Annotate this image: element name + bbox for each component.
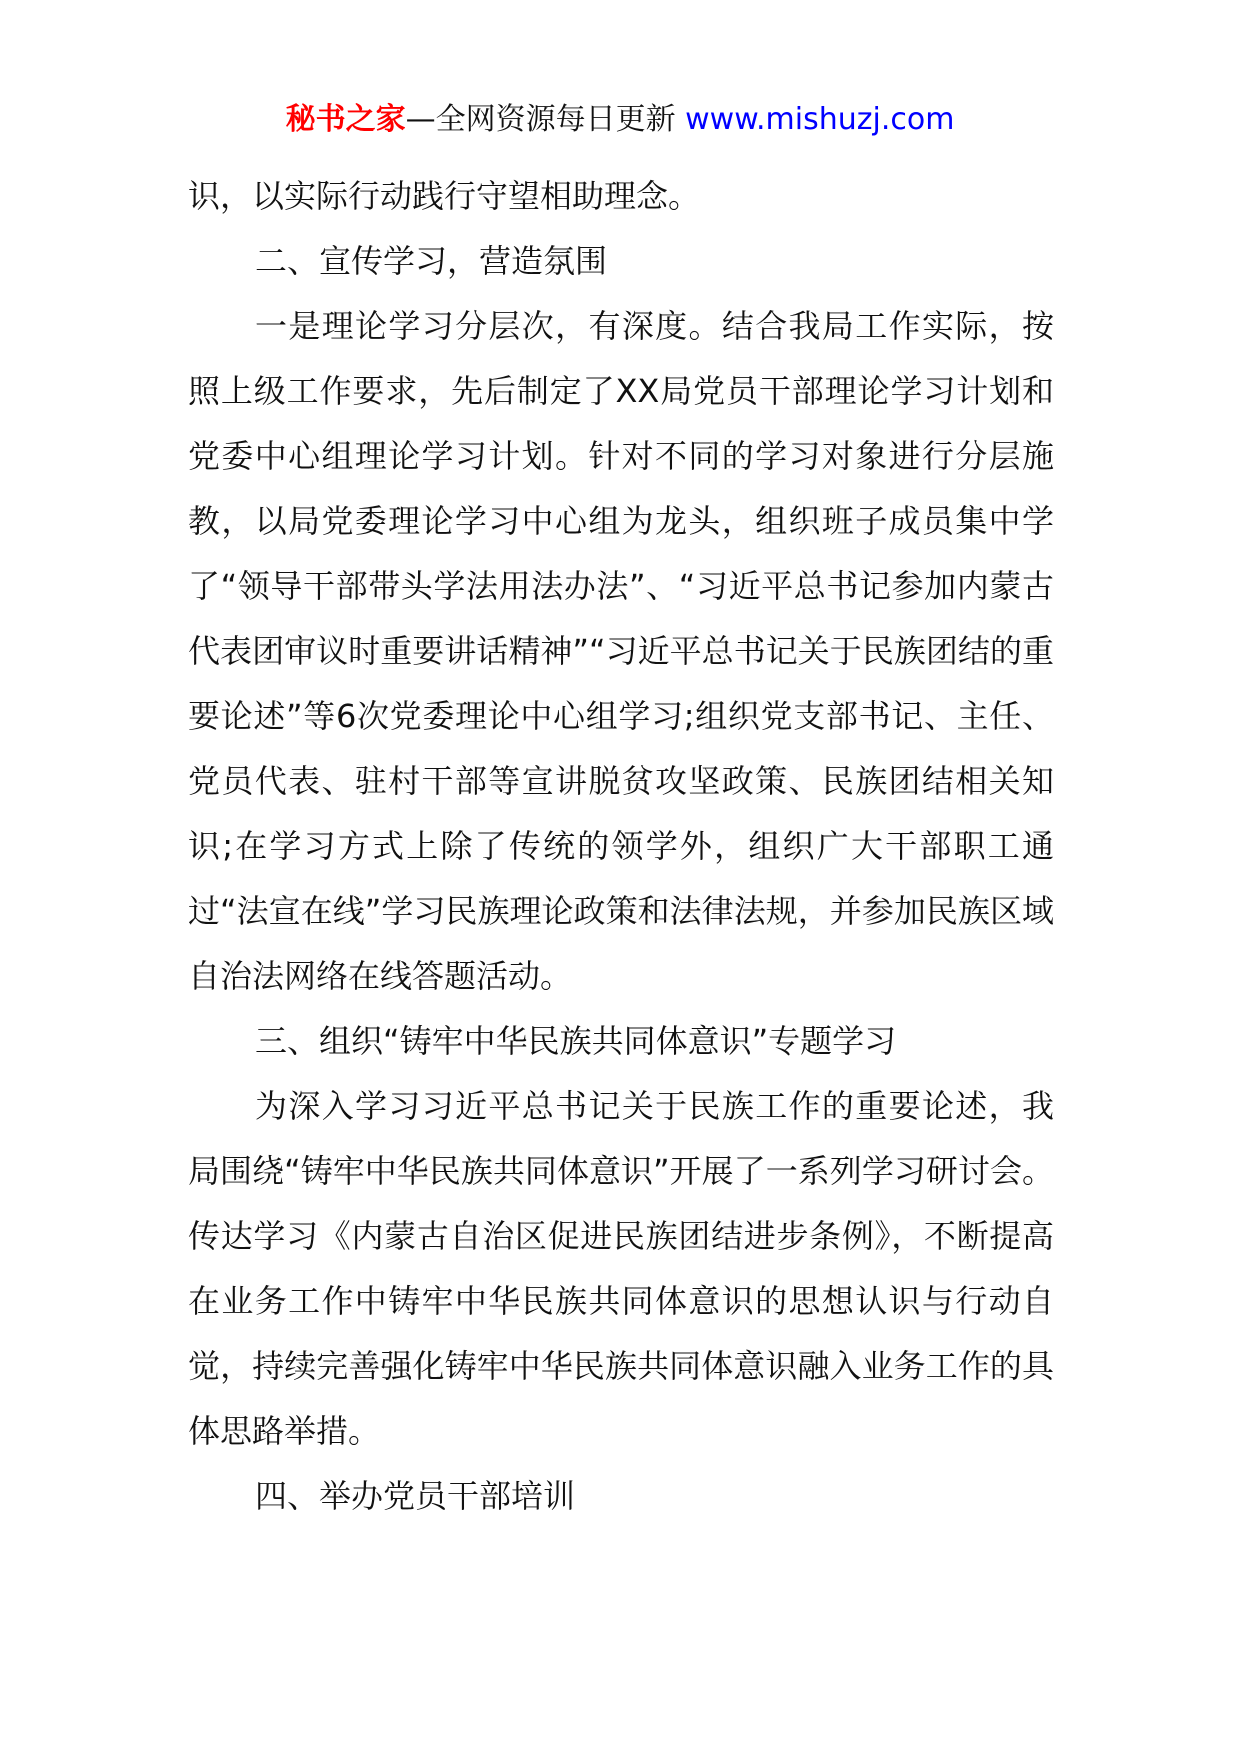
header-tagline: —全网资源每日更新 bbox=[405, 102, 676, 137]
paragraph-special-study: 为深入学习习近平总书记关于民族工作的重要论述，我局围绕“铸牢中华民族共同体意识”开展了一系列学习研讨会。传达学习《内蒙古自治区促进民族团结进步条例》，不断提高在业务工作中铸牢中华民族共同体意识的思想认识与行动自觉，持续完善强化铸牢中华民族共同体意识融入业务工作的具体思路举措。 bbox=[188, 1087, 1054, 1450]
paragraph-theory-study: 一是理论学习分层次，有深度。结合我局工作实际，按照上级工作要求，先后制定了XX局党员干部理论学习计划和党委中心组理论学习计划。针对不同的学习对象进行分层施教，以局党委理论学习中心组为龙头，组织班子成员集中学了“领导干部带头学法用法办法”、“习近平总书记参加内蒙古代表团审议时重要讲话精神”“习近平总书记关于民族团结的重要论述”等6次党委理论中心组学习;组织党支部书记、主任、党员代表、驻村干部等宣讲脱贫攻坚政策、民族团结相关知识;在学习方式上除了传统的领学外，组织广大干部职工通过“法宣在线”学习民族理论政策和法律法规，并参加民族区域自治法网络在线答题活动。 bbox=[188, 307, 1054, 995]
brand-name: 秘书之家 bbox=[285, 102, 406, 137]
section-heading-2: 二、宣传学习，营造氛围 bbox=[255, 242, 608, 280]
document-body bbox=[188, 164, 1054, 1529]
site-header bbox=[0, 100, 1240, 140]
section-heading-4: 四、举办党员干部培训 bbox=[255, 1477, 576, 1515]
section-heading-3: 三、组织“铸牢中华民族共同体意识”专题学习 bbox=[255, 1022, 897, 1060]
paragraph-continuation: 识，以实际行动践行守望相助理念。 bbox=[188, 177, 701, 215]
site-url-link[interactable]: www.mishuzj.com bbox=[685, 102, 955, 137]
